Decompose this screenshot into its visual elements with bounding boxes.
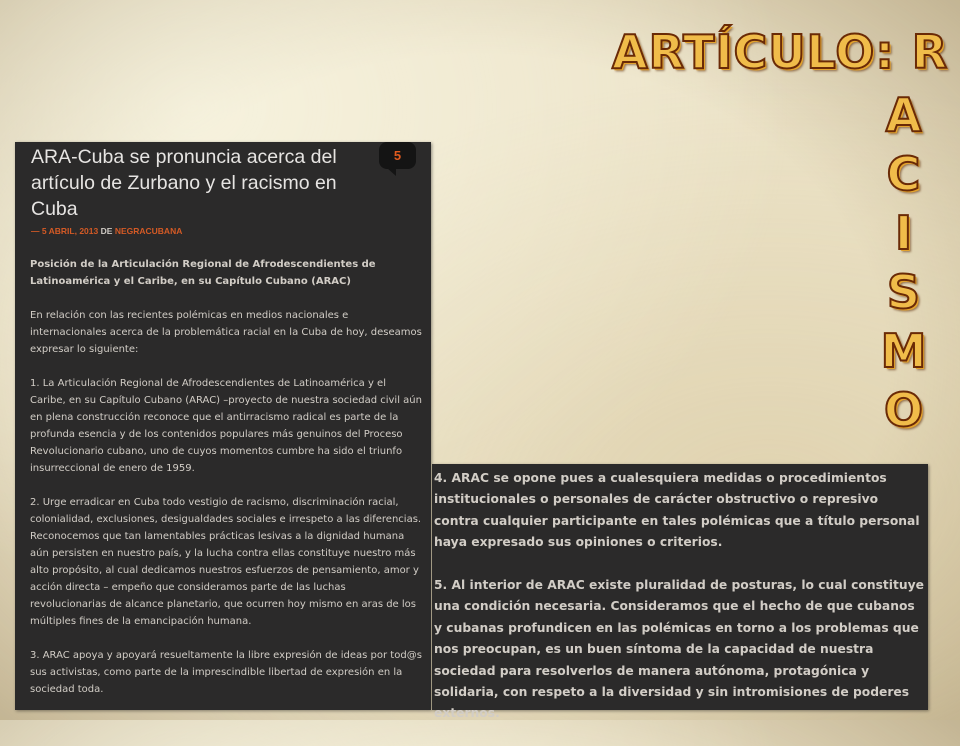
slide-title-column (876, 86, 932, 440)
article-by-label: DE (100, 226, 113, 236)
article-paragraph: 2. Urge erradicar en Cuba todo vestigio de racismo, discriminación racial, colonialidad, exclusiones, desigualdades sociales e irrespeto a las diferencias. Reconocemos que tan lamentables prácticas lesivas a la dignidad humana aún persisten en nuestro país, y la lucha contra ellas constituye nuestro más alto propósito, al cual dedicamos nuestros esfuerzos de pensamiento, amor y acción directa – empeño que consideramos parte de las luchas revolucionarias de alcance planetario, que ocurren hoy mismo en aras de los múltiples fines de la emancipación humana. (30, 497, 422, 627)
article-paragraph: 1. La Articulación Regional de Afrodescendientes de Latinoamérica y el Caribe, en su Capítulo Cubano (ARAC) –proyecto de nuestra sociedad civil aún en plena construcción reconoce que el antirracismo radical es parte de la profunda esencia y de los contenidos populares más genuinos del Proceso Revolucionario cubano, uno de cuyos momentos cumbre ha sido el triunfo insurreccional de enero de 1959. (30, 378, 422, 474)
slide-title-letter: I (894, 206, 914, 260)
slide-title-letter: A (885, 88, 923, 142)
article-paragraph: 5. Al interior de ARAC existe pluralidad de posturas, lo cual constituye una condición necesaria. Consideramos que el hecho de que cubanos y cubanas profundicen en las polémicas en torno a los problemas que nos preocupan, es un buen síntoma de la capacidad de nuestra sociedad para resolverlos de manera autónoma, protagónica y solidaria, con respeto a la diversidad y sin intromisiones de poderes externos. (434, 578, 925, 721)
article-paragraph: En relación con las recientes polémicas en medios nacionales e internacionales acerca de la problemática racial en la Cuba de hoy, deseamos expresar lo siguiente: (30, 310, 422, 355)
slide-title-letter: O (883, 383, 925, 437)
article-screenshot-left (15, 142, 431, 710)
slide-title-letter: C (886, 147, 922, 201)
article-body-left (30, 256, 422, 715)
slide-title-row: ARTÍCULO: R (612, 25, 949, 79)
article-screenshot-right (432, 464, 928, 721)
article-author-link[interactable]: NEGRACUBANA (114, 226, 183, 236)
article-meta (31, 226, 182, 236)
article-body-right (434, 468, 924, 746)
article-title[interactable]: ARA-Cuba se pronuncia acerca del artículo de Zurbano y el racismo en Cuba (31, 146, 337, 220)
article-date: — 5 ABRIL, 2013 (31, 226, 99, 236)
article-heading: Posición de la Articulación Regional de Afrodescendientes de Latinoamérica y el Caribe, en su Capítulo Cubano (ARAC) (30, 259, 376, 287)
article-paragraph: 4. ARAC se opone pues a cualesquiera medidas o procedimientos institucionales o personales de carácter obstructivo o represivo contra cualquier participante en tales polémicas que a título personal haya expresado sus opiniones o criterios. (434, 471, 920, 550)
slide-title-letter: S (886, 265, 922, 319)
comment-count-badge[interactable]: 5 (379, 142, 416, 169)
article-paragraph: 3. ARAC apoya y apoyará resueltamente la libre expresión de ideas por tod@s sus activistas, como parte de la imprescindible libertad de expresión en la sociedad toda. (30, 650, 422, 695)
slide-title-letter: M (880, 324, 928, 378)
